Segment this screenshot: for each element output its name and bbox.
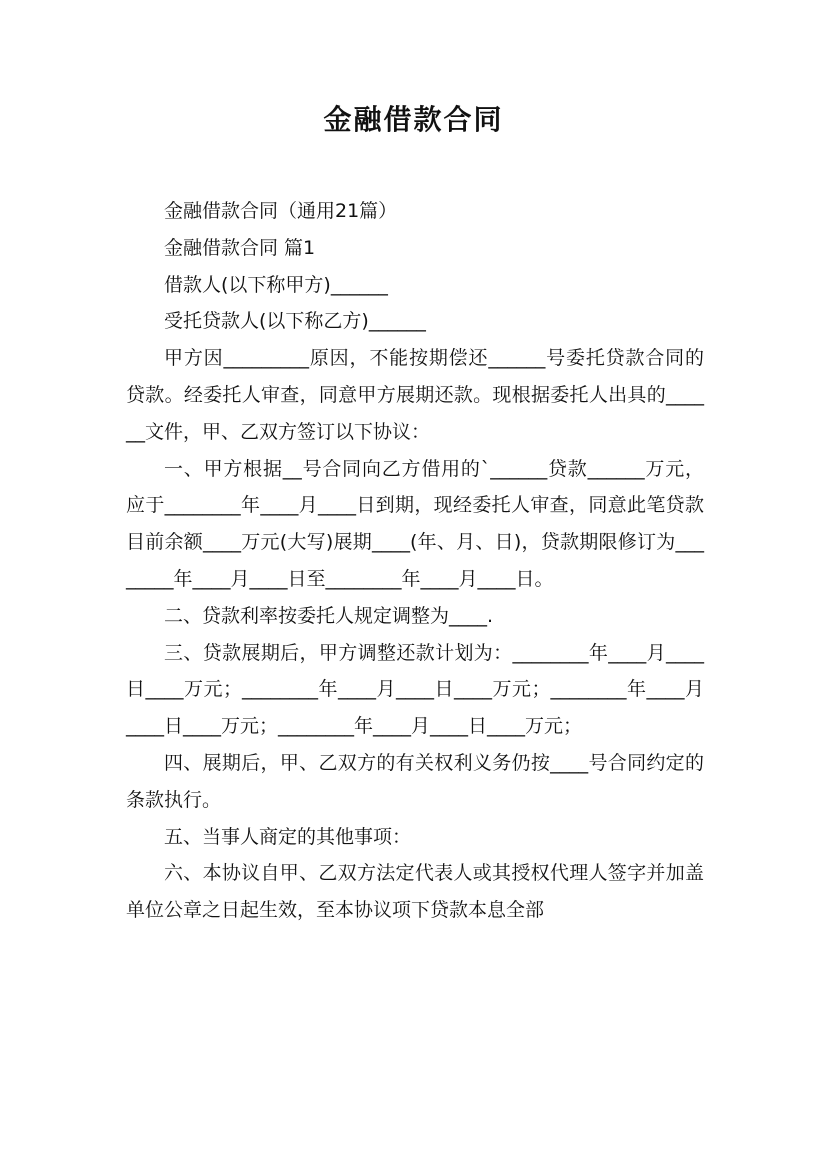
paragraph-lender: 受托贷款人(以下称乙方)______ — [164, 310, 426, 333]
paragraph-clause-6: 六、本协议自甲、乙双方法定代表人或其授权代理人签字并加盖单位公章之日起生效，至本协议项下贷款本息全部 — [126, 862, 704, 922]
paragraph-clause-1: 一、甲方根据__号合同向乙方借用的`______贷款______万元，应于________年____月____日到期，现经委托人审查，同意此笔贷款目前余额____万元(大写)展期____(年、月、日)，贷款期限修订为________年____月____日至________年____月____日。 — [126, 457, 704, 590]
paragraph-clause-5: 五、当事人商定的其他事项： — [164, 825, 412, 848]
paragraph-clause-3: 三、贷款展期后，甲方调整还款计划为：________年____月____日____万元；________年____月____日____万元；________年____月____日____万元；________年____月____日____万元； — [126, 641, 704, 738]
document-title: 金融借款合同 — [323, 103, 504, 136]
paragraph-series-title: 金融借款合同（通用21篇） — [164, 200, 398, 222]
paragraph-clause-4: 四、展期后，甲、乙双方的有关权利义务仍按____号合同约定的条款执行。 — [126, 751, 704, 811]
document-body — [126, 193, 704, 929]
paragraph-preamble: 甲方因_________原因，不能按期偿还______号委托贷款合同的贷款。经委托人审查，同意甲方展期还款。现根据委托人出具的______文件，甲、乙双方签订以下协议： — [126, 347, 704, 443]
paragraph-borrower: 借款人(以下称甲方)______ — [164, 273, 388, 296]
paragraph-clause-2: 二、贷款利率按委托人规定调整为____. — [164, 604, 494, 627]
paragraph-chapter-heading: 金融借款合同 篇1 — [164, 236, 316, 259]
